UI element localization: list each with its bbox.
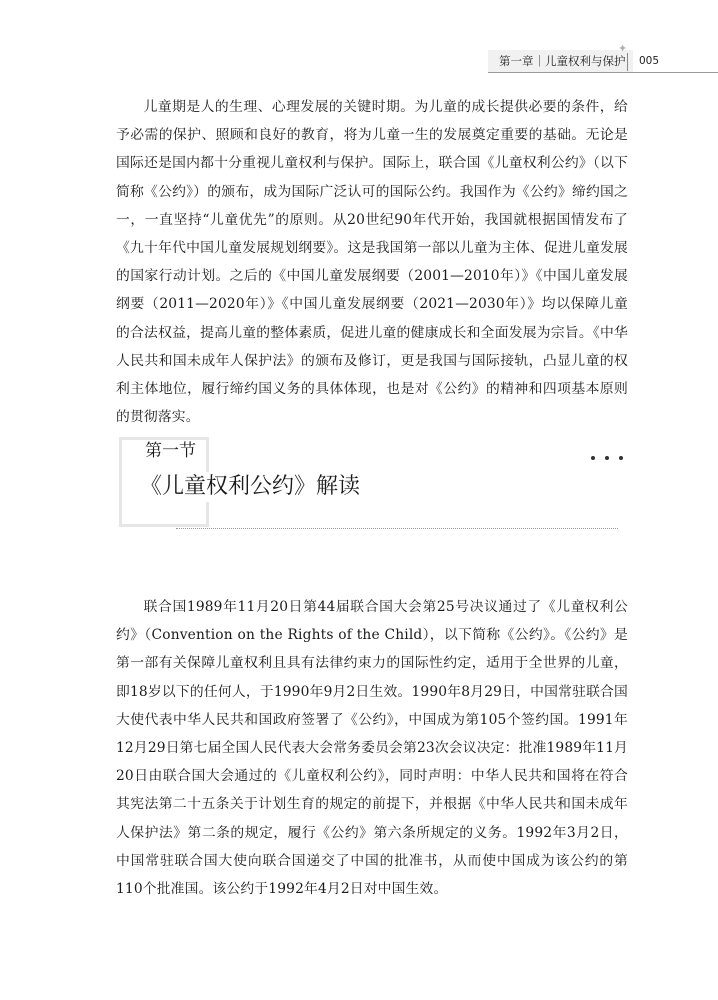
star-ornament-icon: ✦ [618,42,628,55]
intro-paragraph: 儿童期是人的生理、心理发展的关键时期。为儿童的成长提供必要的条件，给予必需的保护、照顾和良好的教育，将为儿童一生的发展奠定重要的基础。无论是国际还是国内都十分重视儿童权利与保护。国际上，联合国《儿童权利公约》（以下简称《公约》）的颁布，成为国际广泛认可的国际公约。我国作为《公约》缔约国之一，一直坚持“儿童优先”的原则。从20世纪90年代开始，我国就根据国情发布了《九十年代中国儿童发展规划纲要》。这是我国第一部以儿童为主体、促进儿童发展的国家行动计划。之后的《中国儿童发展纲要（2001—2010年）》《中国儿童发展纲要（2011—2020年）》《中国儿童发展纲要（2021—2030年）》均以保障儿童的合法权益，提高儿童的整体素质，促进儿童的健康成长和全面发展为宗旨。《中华人民共和国未成年人保护法》的颁布及修订，更是我国与国际接轨，凸显儿童的权利主体地位，履行缔约国义务的具体体现，也是对《公约》的精神和四项基本原则的贯彻落实。 [116,99,628,426]
section-title: 《儿童权利公约》解读 [140,472,364,502]
section-dotted-rule [176,528,618,529]
page-number: 005 [639,55,660,67]
section-number: 第一节 [145,441,196,461]
chapter-label: 第一章｜儿童权利与保护 [499,54,626,68]
header-divider [627,53,628,71]
ellipsis-dots-icon [591,456,627,464]
section-paragraph: 联合国1989年11月20日第44届联合国大会第25号决议通过了《儿童权利公约》（Convention on the Rights of the Child），以下简称《公约》。《公约》是第一部有关保障儿童权利且具有法律约束力的国际性约定，适用于全世界的儿童，即18岁以下的任何人，于1990年9月2日生效。1990年8月29日，中国常驻联合国大使代表中华人民共和国政府签署了《公约》，中国成为第105个签约国。1991年12月29日第七届全国人民代表大会常务委员会第23次会议决定：批准1989年11月20日由联合国大会通过的《儿童权利公约》，同时声明：中华人民共和国将在符合其宪法第二十五条关于计划生育的规定的前提下，并根据《中华人民共和国未成年人保护法》第二条的规定，履行《公约》第六条所规定的义务。1992年3月2日，中国常驻联合国大使向联合国递交了中国的批准书，从而使中国成为该公约的第110个批准国。该公约于1992年4月2日对中国生效。 [116,599,628,898]
running-header [488,42,718,72]
header-rule [488,72,718,73]
